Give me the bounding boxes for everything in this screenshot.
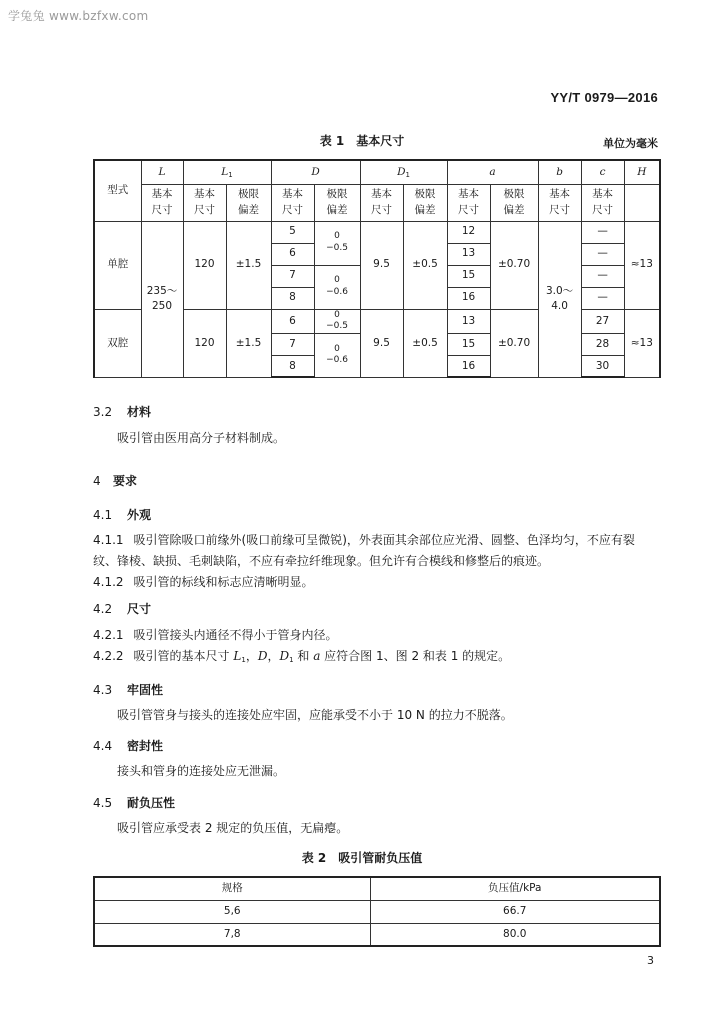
- header-b: b: [538, 160, 581, 184]
- header-L1-basic: 基本 尺寸: [183, 184, 226, 221]
- double-a-1: 13: [447, 309, 490, 333]
- section-4-1-heading: 4.1 外观: [93, 508, 152, 522]
- header-D-basic: 基本 尺寸: [271, 184, 314, 221]
- standard-number: YY/T 0979—2016: [550, 90, 658, 105]
- header-L: L: [141, 160, 183, 184]
- single-D-tol-2: 0 −0.6: [314, 265, 360, 309]
- header-D-tol: 极限 偏差: [314, 184, 360, 221]
- header-D: D: [271, 160, 360, 184]
- double-D1-tol: ±0.5: [403, 309, 447, 377]
- section-4-4-text: 接头和管身的连接处应无泄漏。: [117, 764, 286, 778]
- double-L1-basic: 120: [183, 309, 226, 377]
- single-c-1: —: [581, 221, 624, 243]
- section-4-3-text: 吸引管管身与接头的连接处应牢固，应能承受不小于 10 N 的拉力不脱落。: [117, 708, 513, 722]
- section-4-1-1-text: 4.1.1 吸引管除吸口前缘外(吸口前缘可呈微锐)，外表面其余部位应光滑、圆整、色泽均匀，不应有裂 纹、锋棱、缺损、毛刺缺陷，不应有牵拉纤维现象。但允许有合模线和修整后的痕迹。 4.1.2 吸引管的标线和标志应清晰明显。: [93, 533, 635, 589]
- single-L1-basic: 120: [183, 221, 226, 309]
- header-b-basic: 基本 尺寸: [538, 184, 581, 221]
- single-c-4: —: [581, 287, 624, 309]
- header-H: H: [624, 160, 660, 184]
- header-c: c: [581, 160, 624, 184]
- single-a-4: 16: [447, 287, 490, 309]
- single-a-1: 12: [447, 221, 490, 243]
- double-D1-basic: 9.5: [360, 309, 403, 377]
- double-c-1: 27: [581, 309, 624, 333]
- double-H: ≈13: [624, 309, 660, 377]
- header-a: a: [447, 160, 538, 184]
- header-a-tol: 极限 偏差: [490, 184, 538, 221]
- single-D-tol-1: 0 −0.5: [314, 221, 360, 265]
- table2: [93, 876, 661, 947]
- single-D-4: 8: [271, 287, 314, 309]
- double-a-3: 16: [447, 355, 490, 377]
- header-D1-tol: 极限 偏差: [403, 184, 447, 221]
- table2-header-pressure: 负压值/kPa: [370, 877, 660, 900]
- double-a-tol: ±0.70: [490, 309, 538, 377]
- section-3-2-heading: 3.2 材料: [93, 405, 152, 419]
- single-D1-basic: 9.5: [360, 221, 403, 309]
- single-c-2: —: [581, 243, 624, 265]
- row-double-label: 双腔: [94, 309, 141, 377]
- header-L1-tol: 极限 偏差: [226, 184, 271, 221]
- row-single-label: 单腔: [94, 221, 141, 309]
- double-D-1: 6: [271, 309, 314, 333]
- single-D1-tol: ±0.5: [403, 221, 447, 309]
- section-3-2-text: 吸引管由医用高分子材料制成。: [117, 431, 286, 445]
- single-L1-tol: ±1.5: [226, 221, 271, 309]
- double-a-2: 15: [447, 333, 490, 355]
- double-c-2: 28: [581, 333, 624, 355]
- single-a-tol: ±0.70: [490, 221, 538, 309]
- section-4-2-heading: 4.2 尺寸: [93, 602, 152, 616]
- L-basic: 235～ 250: [141, 221, 183, 377]
- table2-row-2-pressure: 80.0: [370, 923, 660, 946]
- header-L1: $L_1$: [183, 160, 271, 184]
- single-D-1: 5: [271, 221, 314, 243]
- section-4-5-heading: 4.5 耐负压性: [93, 796, 176, 810]
- b-basic: 3.0～ 4.0: [538, 221, 581, 377]
- table2-caption: 表 2 吸引管耐负压值: [301, 851, 423, 865]
- table1: [93, 159, 661, 378]
- single-c-3: —: [581, 265, 624, 287]
- section-4-heading: 4 要求: [93, 474, 138, 488]
- header-type: 型式: [94, 160, 141, 221]
- section-4-4-heading: 4.4 密封性: [93, 739, 164, 753]
- table1-unit: 单位为毫米: [603, 137, 658, 150]
- header-c-basic: 基本 尺寸: [581, 184, 624, 221]
- double-L1-tol: ±1.5: [226, 309, 271, 377]
- table1-caption: 表 1 基本尺寸: [319, 134, 405, 148]
- single-D-2: 6: [271, 243, 314, 265]
- double-D-tol-1: 0 −0.5: [314, 309, 360, 333]
- single-a-3: 15: [447, 265, 490, 287]
- single-H: ≈13: [624, 221, 660, 309]
- table2-header-spec: 规格: [94, 877, 370, 900]
- section-4-5-text: 吸引管应承受表 2 规定的负压值，无扁瘪。: [117, 821, 349, 835]
- double-D-2: 7: [271, 333, 314, 355]
- header-D1-basic: 基本 尺寸: [360, 184, 403, 221]
- double-D-3: 8: [271, 355, 314, 377]
- watermark: 学兔兔 www.bzfxw.com: [8, 9, 149, 23]
- table2-row-1-spec: 5,6: [94, 900, 370, 923]
- header-L-basic: 基本 尺寸: [141, 184, 183, 221]
- table2-row-1-pressure: 66.7: [370, 900, 660, 923]
- header-a-basic: 基本 尺寸: [447, 184, 490, 221]
- double-D-tol-2: 0 −0.6: [314, 333, 360, 377]
- section-4-2-text: 4.2.1 吸引管接头内通径不得小于管身内径。 4.2.2 吸引管的基本尺寸 $L_1$，D，$D_1$ 和 a 应符合图 1、图 2 和表 1 的规定。: [93, 628, 511, 664]
- single-D-3: 7: [271, 265, 314, 287]
- section-4-3-heading: 4.3 牢固性: [93, 683, 164, 697]
- page-number: 3: [647, 954, 654, 967]
- double-c-3: 30: [581, 355, 624, 377]
- header-D1: $D_1$: [360, 160, 447, 184]
- single-a-2: 13: [447, 243, 490, 265]
- table2-row-2-spec: 7,8: [94, 923, 370, 946]
